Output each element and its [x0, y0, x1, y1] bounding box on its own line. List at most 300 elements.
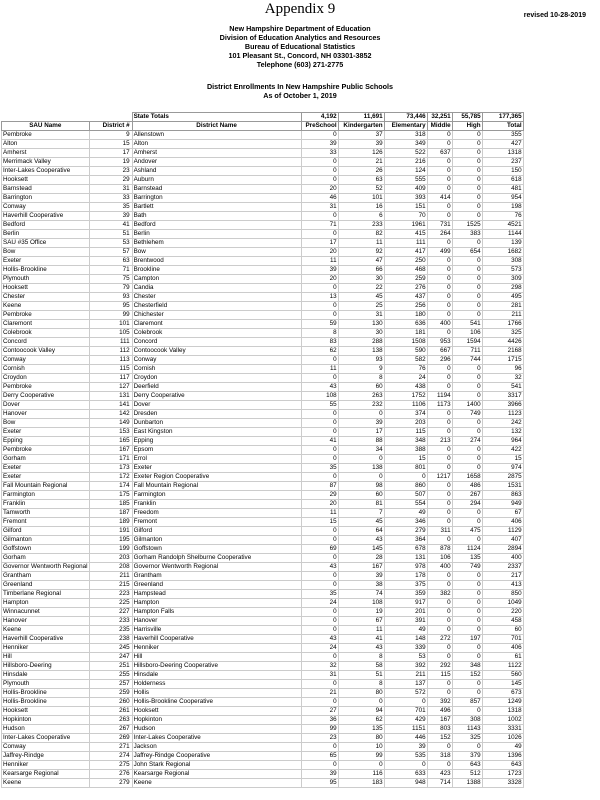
elementary-cell: 24: [384, 374, 427, 383]
kindergarten-cell: 30: [338, 275, 384, 284]
sau-name-cell: Alton: [2, 140, 90, 149]
elementary-cell: 259: [384, 275, 427, 284]
middle-cell: 731: [427, 221, 452, 230]
total-cell: 1249: [482, 698, 523, 707]
table-row: [2, 689, 524, 698]
district-number-cell: 31: [89, 185, 132, 194]
middle-cell: 1217: [427, 473, 452, 482]
preschool-cell: 0: [301, 680, 338, 689]
kindergarten-cell: 21: [338, 158, 384, 167]
district-number-cell: 259: [89, 689, 132, 698]
total-cell: 76: [482, 212, 523, 221]
middle-cell: 0: [427, 581, 452, 590]
middle-cell: 878: [427, 545, 452, 554]
elementary-cell: 115: [384, 428, 427, 437]
kindergarten-cell: 10: [338, 743, 384, 752]
elementary-cell: 216: [384, 158, 427, 167]
total-cell: 2168: [482, 347, 523, 356]
elementary-cell: 49: [384, 626, 427, 635]
elementary-cell: 801: [384, 464, 427, 473]
kindergarten-cell: 0: [338, 698, 384, 707]
high-cell: 0: [452, 383, 482, 392]
elementary-cell: 348: [384, 437, 427, 446]
sau-name-cell: Governor Wentworth Regional: [3, 563, 88, 570]
district-name-cell: Brentwood: [132, 257, 301, 266]
district-name-cell: Keene: [132, 779, 301, 788]
total-cell: 61: [482, 653, 523, 662]
preschool-cell: 0: [301, 698, 338, 707]
high-cell: 654: [452, 248, 482, 257]
elementary-cell: 582: [384, 356, 427, 365]
middle-cell: 0: [427, 608, 452, 617]
preschool-cell: 55: [301, 401, 338, 410]
elementary-cell: 429: [384, 716, 427, 725]
sau-name-cell: Hampton: [2, 599, 90, 608]
table-row: [2, 707, 524, 716]
sau-name-cell: Exeter: [2, 473, 90, 482]
kindergarten-cell: 39: [338, 140, 384, 149]
high-cell: 0: [452, 293, 482, 302]
elementary-cell: 201: [384, 608, 427, 617]
high-cell: 857: [452, 698, 482, 707]
district-number-cell: 215: [89, 581, 132, 590]
district-number-cell: 223: [89, 590, 132, 599]
col-header-high: High: [452, 122, 482, 131]
sau-name-cell: Dover: [2, 401, 90, 410]
district-number-cell: 245: [89, 644, 132, 653]
district-name-cell: Brookline: [132, 266, 301, 275]
elementary-cell: 137: [384, 680, 427, 689]
middle-cell: 0: [427, 464, 452, 473]
elementary-cell: 554: [384, 500, 427, 509]
middle-cell: 296: [427, 356, 452, 365]
table-row: [2, 635, 524, 644]
kindergarten-cell: 63: [338, 176, 384, 185]
district-number-cell: 269: [89, 734, 132, 743]
preschool-cell: 32: [301, 662, 338, 671]
middle-cell: 0: [427, 212, 452, 221]
sau-name-cell: Kearsarge Regional: [2, 770, 90, 779]
sau-name-cell: Merrimack Valley: [2, 158, 90, 167]
high-cell: 348: [452, 662, 482, 671]
sau-name-cell: Pembroke: [2, 446, 90, 455]
district-name-cell: Franklin: [132, 500, 301, 509]
table-row: [2, 293, 524, 302]
total-cell: 3317: [482, 392, 523, 401]
middle-cell: 0: [427, 743, 452, 752]
total-cell: 325: [482, 329, 523, 338]
sau-name-cell: Pembroke: [2, 131, 90, 140]
total-cell: 67: [482, 509, 523, 518]
total-cell: 1049: [482, 599, 523, 608]
total-cell: 15: [482, 455, 523, 464]
middle-cell: 264: [427, 230, 452, 239]
sau-name-cell: Hollis-Brookline: [2, 689, 90, 698]
department-header: [0, 24, 600, 69]
preschool-cell: 13: [301, 293, 338, 302]
high-cell: 0: [452, 644, 482, 653]
middle-cell: 0: [427, 536, 452, 545]
district-number-cell: 167: [89, 446, 132, 455]
district-number-cell: 276: [89, 770, 132, 779]
district-number-cell: 247: [89, 653, 132, 662]
district-name-cell: Fremont: [132, 518, 301, 527]
total-cell: 974: [482, 464, 523, 473]
table-row: [2, 176, 524, 185]
middle-cell: 272: [427, 635, 452, 644]
table-row: [2, 194, 524, 203]
high-cell: 541: [452, 320, 482, 329]
district-name-cell: Cornish: [132, 365, 301, 374]
total-cell: 242: [482, 419, 523, 428]
district-name-cell: Amherst: [132, 149, 301, 158]
table-row: [2, 599, 524, 608]
district-number-cell: 19: [89, 158, 132, 167]
total-cell: 400: [482, 554, 523, 563]
preschool-cell: 0: [301, 617, 338, 626]
preschool-cell: 0: [301, 761, 338, 770]
header-line: Telephone (603) 271-2775: [256, 60, 344, 69]
middle-cell: 0: [427, 257, 452, 266]
sau-name-cell: Conway: [2, 203, 90, 212]
table-row: [2, 590, 524, 599]
preschool-cell: 35: [301, 590, 338, 599]
middle-cell: 106: [427, 554, 452, 563]
preschool-cell: 0: [301, 284, 338, 293]
sau-name-cell: Grantham: [2, 572, 90, 581]
middle-cell: 392: [427, 698, 452, 707]
middle-cell: 115: [427, 671, 452, 680]
high-cell: 0: [452, 599, 482, 608]
district-number-cell: 165: [89, 437, 132, 446]
elementary-cell: 0: [384, 698, 427, 707]
kindergarten-cell: 43: [338, 644, 384, 653]
middle-cell: 0: [427, 176, 452, 185]
table-row: [2, 392, 524, 401]
district-number-cell: 191: [89, 527, 132, 536]
table-row: [2, 437, 524, 446]
preschool-cell: 46: [301, 194, 338, 203]
high-cell: 267: [452, 491, 482, 500]
total-high: 55,785: [452, 113, 482, 122]
district-number-cell: 251: [89, 662, 132, 671]
district-number-cell: 79: [89, 284, 132, 293]
elementary-cell: 276: [384, 284, 427, 293]
preschool-cell: 11: [301, 365, 338, 374]
kindergarten-cell: 9: [338, 365, 384, 374]
header-line: 101 Pleasant St., Concord, NH 03301-3852: [228, 51, 372, 60]
elementary-cell: 633: [384, 770, 427, 779]
middle-cell: 382: [427, 590, 452, 599]
preschool-cell: 0: [301, 446, 338, 455]
sau-name-cell: Exeter: [2, 428, 90, 437]
elementary-cell: 978: [384, 563, 427, 572]
kindergarten-cell: 38: [338, 581, 384, 590]
total-cell: 145: [482, 680, 523, 689]
middle-cell: 0: [427, 284, 452, 293]
middle-cell: 0: [427, 644, 452, 653]
preschool-cell: 20: [301, 248, 338, 257]
middle-cell: 311: [427, 527, 452, 536]
table-row: [2, 653, 524, 662]
middle-cell: 0: [427, 491, 452, 500]
sau-name-cell: Keene: [2, 626, 90, 635]
sau-name-cell: SAU #35 Office: [2, 239, 90, 248]
kindergarten-cell: 98: [338, 482, 384, 491]
district-name-cell: Exeter: [132, 464, 301, 473]
district-name-cell: Greenland: [132, 581, 301, 590]
high-cell: 0: [452, 455, 482, 464]
high-cell: 744: [452, 356, 482, 365]
table-row: [2, 329, 524, 338]
high-cell: 0: [452, 140, 482, 149]
sau-name-cell: Concord: [2, 338, 90, 347]
kindergarten-cell: 0: [338, 455, 384, 464]
middle-cell: 0: [427, 446, 452, 455]
district-name-cell: Farmington: [132, 491, 301, 500]
high-cell: 0: [452, 194, 482, 203]
high-cell: 379: [452, 752, 482, 761]
elementary-cell: 590: [384, 347, 427, 356]
table-row: [2, 131, 524, 140]
sau-name-cell: Jaffrey-Rindge: [2, 752, 90, 761]
elementary-cell: 15: [384, 455, 427, 464]
high-cell: 0: [452, 203, 482, 212]
elementary-cell: 917: [384, 599, 427, 608]
middle-cell: 0: [427, 185, 452, 194]
preschool-cell: 99: [301, 725, 338, 734]
table-row: [2, 680, 524, 689]
district-number-cell: 235: [89, 626, 132, 635]
total-cell: 298: [482, 284, 523, 293]
middle-cell: 0: [427, 455, 452, 464]
district-name-cell: Hanover: [132, 617, 301, 626]
table-row: [2, 734, 524, 743]
sau-name-cell: Pembroke: [2, 383, 90, 392]
district-number-cell: 149: [89, 419, 132, 428]
elementary-cell: 860: [384, 482, 427, 491]
elementary-cell: 572: [384, 689, 427, 698]
table-row: [2, 626, 524, 635]
preschool-cell: 27: [301, 707, 338, 716]
sau-name-cell: Derry Cooperative: [2, 392, 90, 401]
table-row: [2, 698, 524, 707]
high-cell: 383: [452, 230, 482, 239]
high-cell: 0: [452, 536, 482, 545]
high-cell: 486: [452, 482, 482, 491]
high-cell: 0: [452, 167, 482, 176]
total-cell: 541: [482, 383, 523, 392]
kindergarten-cell: 183: [338, 779, 384, 788]
middle-cell: 0: [427, 680, 452, 689]
total-cell: 139: [482, 239, 523, 248]
district-name-cell: Henniker: [132, 644, 301, 653]
kindergarten-cell: 99: [338, 752, 384, 761]
district-number-cell: 260: [89, 698, 132, 707]
col-header-district-number: District #: [89, 122, 132, 131]
kindergarten-cell: 8: [338, 653, 384, 662]
district-name-cell: Claremont: [132, 320, 301, 329]
district-name-cell: Jaffrey-Rindge Cooperative: [132, 752, 301, 761]
kindergarten-cell: 34: [338, 446, 384, 455]
middle-cell: 0: [427, 266, 452, 275]
elementary-cell: 279: [384, 527, 427, 536]
preschool-cell: 0: [301, 473, 338, 482]
kindergarten-cell: 116: [338, 770, 384, 779]
district-number-cell: 261: [89, 707, 132, 716]
district-name-cell: Bow: [132, 248, 301, 257]
district-name-cell: Ashland: [132, 167, 301, 176]
sau-name-cell: Contoocook Valley: [2, 347, 90, 356]
district-name-cell: Gorham Randolph Shelburne Cooperative: [132, 554, 301, 563]
district-name-cell: Dover: [132, 401, 301, 410]
table-row: [2, 572, 524, 581]
elementary-cell: 39: [384, 743, 427, 752]
district-number-cell: 227: [89, 608, 132, 617]
elementary-cell: 535: [384, 752, 427, 761]
kindergarten-cell: 67: [338, 617, 384, 626]
total-cell: 701: [482, 635, 523, 644]
preschool-cell: 108: [301, 392, 338, 401]
district-number-cell: 15: [89, 140, 132, 149]
total-cell: 1531: [482, 482, 523, 491]
district-number-cell: 29: [89, 176, 132, 185]
district-number-cell: 274: [89, 752, 132, 761]
total-cell: 1122: [482, 662, 523, 671]
sau-name-cell: Henniker: [2, 644, 90, 653]
high-cell: 0: [452, 653, 482, 662]
kindergarten-cell: 51: [338, 671, 384, 680]
subtitle-line: As of October 1, 2019: [263, 91, 337, 100]
middle-cell: 0: [427, 572, 452, 581]
district-name-cell: Holderness: [132, 680, 301, 689]
elementary-cell: 53: [384, 653, 427, 662]
elementary-cell: 409: [384, 185, 427, 194]
middle-cell: 0: [427, 275, 452, 284]
total-cell: 1766: [482, 320, 523, 329]
sau-name-cell: Barrington: [2, 194, 90, 203]
district-number-cell: 63: [89, 257, 132, 266]
elementary-cell: 701: [384, 707, 427, 716]
elementary-cell: 250: [384, 257, 427, 266]
total-cell: 618: [482, 176, 523, 185]
high-cell: 0: [452, 374, 482, 383]
high-cell: 0: [452, 149, 482, 158]
high-cell: 0: [452, 275, 482, 284]
middle-cell: 0: [427, 167, 452, 176]
district-number-cell: 238: [89, 635, 132, 644]
preschool-cell: 0: [301, 230, 338, 239]
high-cell: 135: [452, 554, 482, 563]
kindergarten-cell: 43: [338, 536, 384, 545]
sau-name-cell: Plymouth: [2, 680, 90, 689]
district-number-cell: 95: [89, 302, 132, 311]
district-name-cell: Grantham: [132, 572, 301, 581]
high-cell: 0: [452, 257, 482, 266]
district-name-cell: Governor Wentworth Regional: [132, 563, 301, 572]
kindergarten-cell: 8: [338, 680, 384, 689]
sau-name-cell: Inter-Lakes Cooperative: [2, 734, 90, 743]
total-cell: 1715: [482, 356, 523, 365]
table-row: [2, 518, 524, 527]
district-name-cell: Hinsdale: [132, 671, 301, 680]
district-name-cell: Epping: [132, 437, 301, 446]
middle-cell: 414: [427, 194, 452, 203]
middle-cell: 0: [427, 302, 452, 311]
preschool-cell: 0: [301, 455, 338, 464]
district-number-cell: 187: [89, 509, 132, 518]
total-cell: 1723: [482, 770, 523, 779]
table-row: [2, 455, 524, 464]
sau-name-cell: Cornish: [2, 365, 90, 374]
kindergarten-cell: 66: [338, 266, 384, 275]
high-cell: 1594: [452, 338, 482, 347]
high-cell: 0: [452, 212, 482, 221]
high-cell: 197: [452, 635, 482, 644]
district-name-cell: Contoocook Valley: [132, 347, 301, 356]
district-number-cell: 71: [89, 266, 132, 275]
preschool-cell: 29: [301, 491, 338, 500]
preschool-cell: 36: [301, 716, 338, 725]
kindergarten-cell: 16: [338, 203, 384, 212]
high-cell: 643: [452, 761, 482, 770]
table-row: [2, 311, 524, 320]
middle-cell: 0: [427, 311, 452, 320]
high-cell: 0: [452, 572, 482, 581]
district-name-cell: Freedom: [132, 509, 301, 518]
table-row: [2, 221, 524, 230]
col-header-total: Total: [482, 122, 523, 131]
middle-cell: 0: [427, 428, 452, 437]
middle-cell: 1173: [427, 401, 452, 410]
sau-name-cell: Gilford: [2, 527, 90, 536]
kindergarten-cell: 0: [338, 410, 384, 419]
kindergarten-cell: 11: [338, 239, 384, 248]
elementary-cell: 76: [384, 365, 427, 374]
district-number-cell: 257: [89, 680, 132, 689]
table-row: [2, 302, 524, 311]
subtitle-line: District Enrollments In New Hampshire Public Schools: [206, 82, 394, 91]
elementary-cell: 49: [384, 509, 427, 518]
total-cell: 150: [482, 167, 523, 176]
elementary-cell: 417: [384, 248, 427, 257]
preschool-cell: 39: [301, 266, 338, 275]
table-row: [2, 338, 524, 347]
preschool-cell: 41: [301, 437, 338, 446]
district-name-cell: Allenstown: [132, 131, 301, 140]
elementary-cell: 1151: [384, 725, 427, 734]
elementary-cell: 522: [384, 149, 427, 158]
kindergarten-cell: 37: [338, 131, 384, 140]
district-name-cell: Hopkinton: [132, 716, 301, 725]
kindergarten-cell: 138: [338, 347, 384, 356]
preschool-cell: 0: [301, 419, 338, 428]
high-cell: 0: [452, 392, 482, 401]
middle-cell: 0: [427, 419, 452, 428]
elementary-cell: 256: [384, 302, 427, 311]
total-cell: 1318: [482, 707, 523, 716]
total-cell: 1396: [482, 752, 523, 761]
high-cell: 0: [452, 266, 482, 275]
total-cell: 406: [482, 644, 523, 653]
middle-cell: 400: [427, 563, 452, 572]
district-number-cell: 53: [89, 239, 132, 248]
high-cell: 0: [452, 284, 482, 293]
district-name-cell: Hampton: [132, 599, 301, 608]
kindergarten-cell: 0: [338, 761, 384, 770]
preschool-cell: 0: [301, 581, 338, 590]
total-cell: 573: [482, 266, 523, 275]
